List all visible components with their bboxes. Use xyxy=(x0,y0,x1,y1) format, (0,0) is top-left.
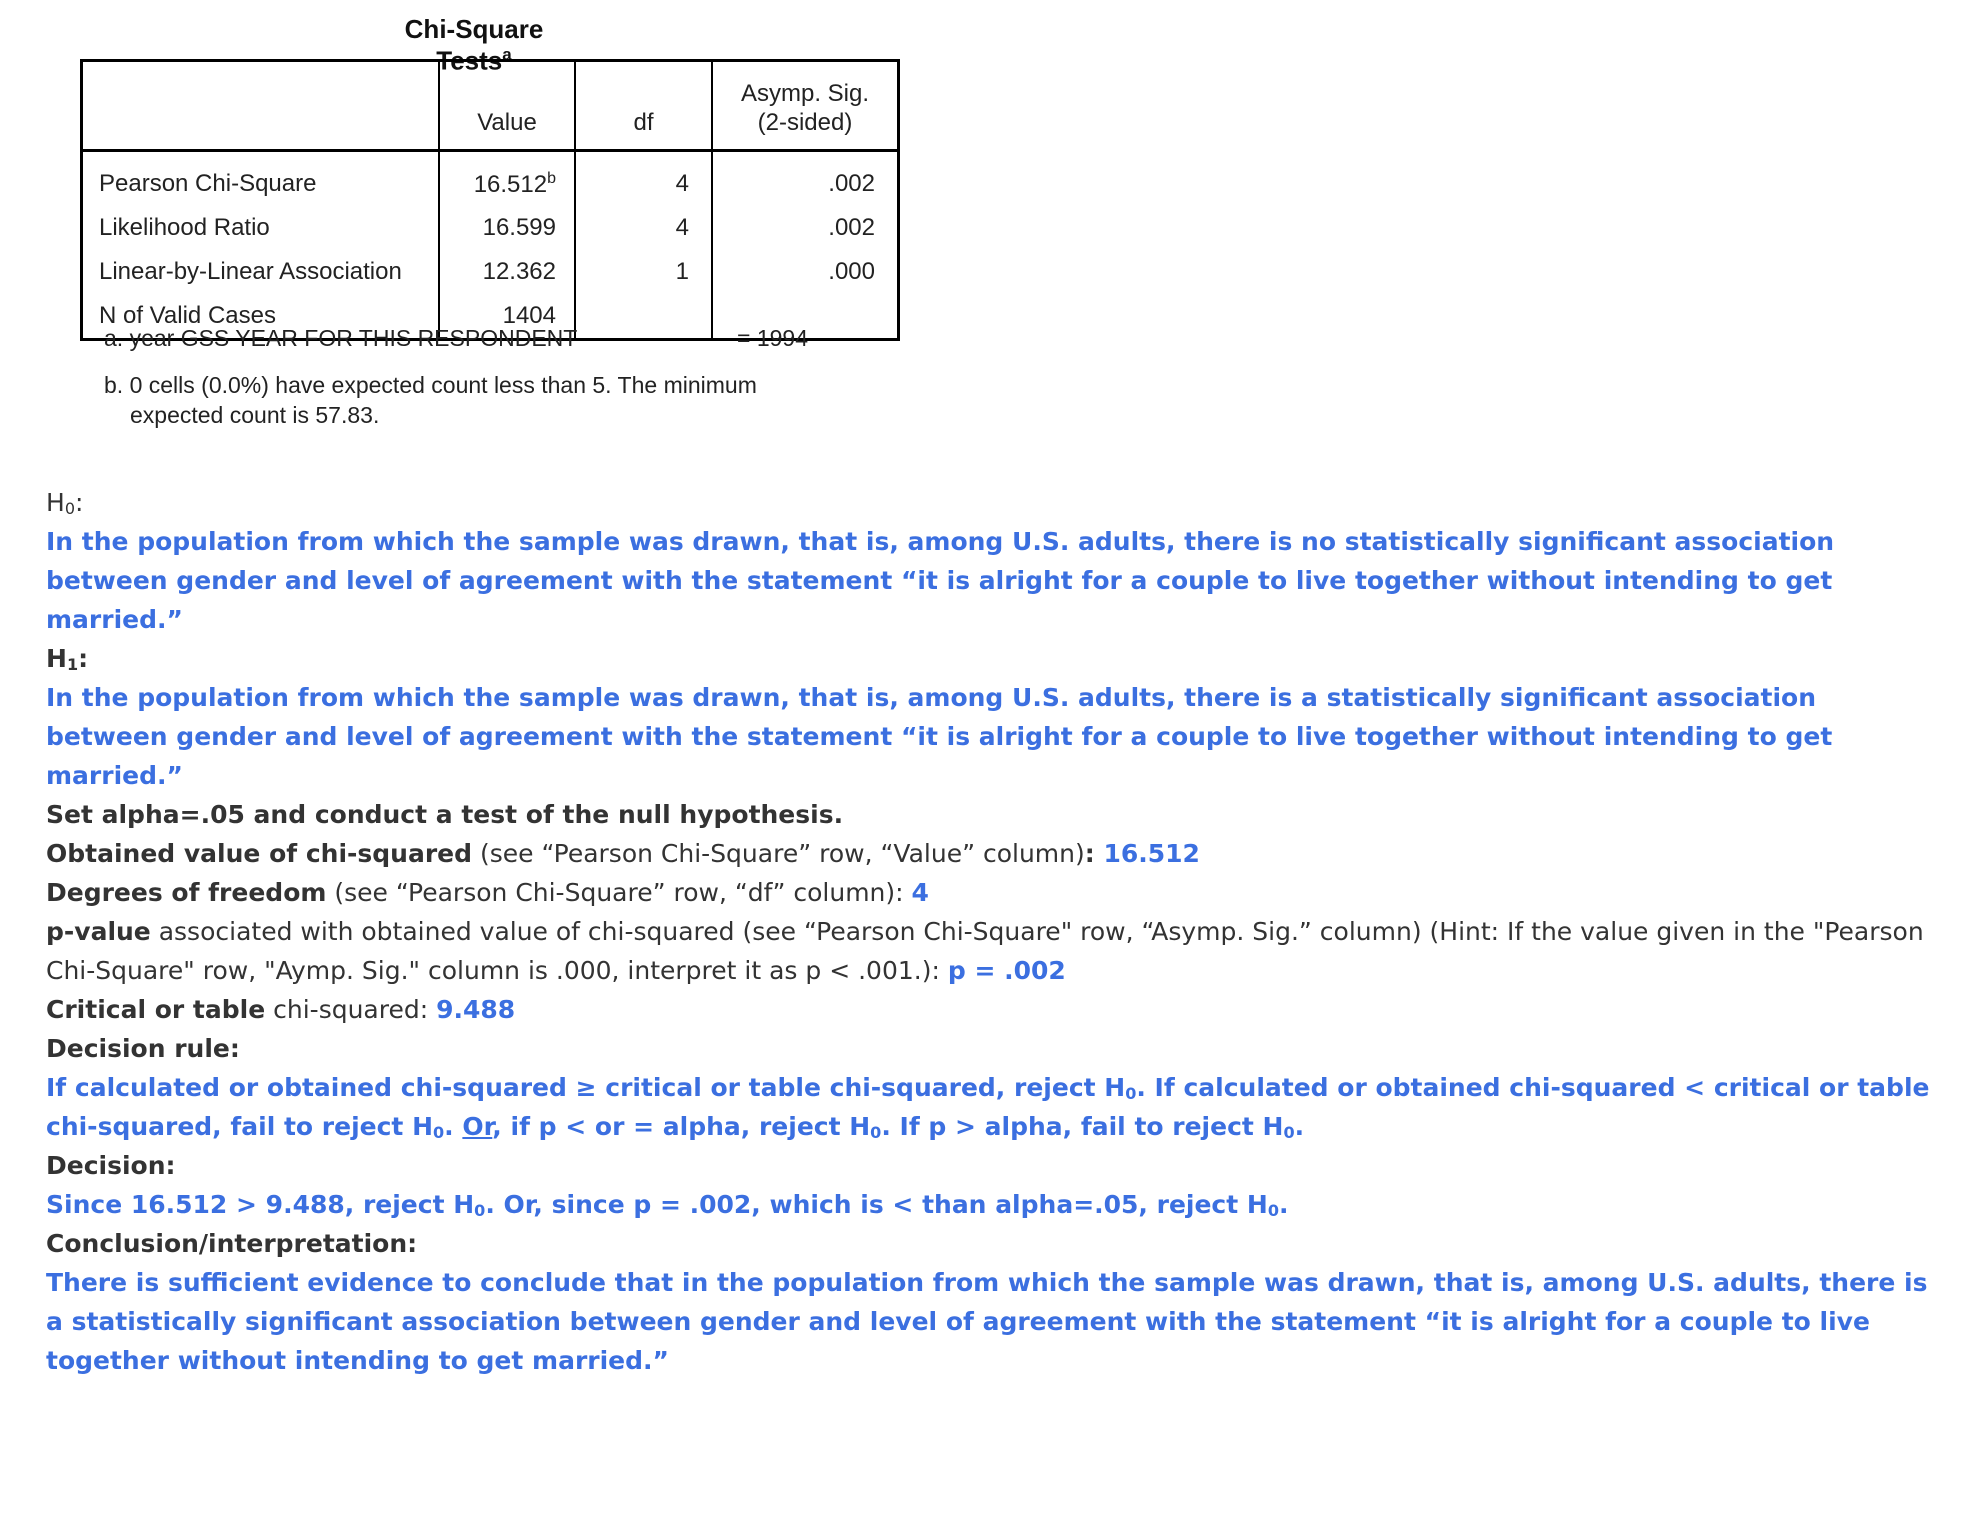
row-label: Linear-by-Linear Association xyxy=(99,258,402,285)
header-value: Value xyxy=(439,61,575,151)
row-df: 4 xyxy=(575,151,712,207)
footnote-a: a. year GSS YEAR FOR THIS RESPONDENT xyxy=(104,325,578,351)
decision-rule-label: Decision rule: xyxy=(46,1034,240,1063)
header-asymp-sig: Asymp. Sig. (2-sided) xyxy=(712,61,899,151)
table-row xyxy=(82,250,899,294)
decision-text: Since 16.512 > 9.488, reject $H_0$. Or, since p = .002, which is < than alpha=.05, reject $H_0$. xyxy=(46,1190,1289,1220)
obtained-answer: 16.512 xyxy=(1103,839,1200,868)
table-header-row xyxy=(82,61,899,151)
row-label: Pearson Chi-Square xyxy=(99,170,317,197)
critical-line: Critical or table chi-squared: 9.488 xyxy=(46,995,516,1024)
h0-label: $H_0$: xyxy=(46,488,84,518)
header-df: df xyxy=(575,61,712,151)
row-df xyxy=(575,294,712,340)
conclusion-text: There is sufficient evidence to conclude that in the population from which the sample was drawn, that is, among U.S. adults, there is a statistically significant association between gender and level of agreement with the statement “it is alright for a couple to live together without intending to get married.” xyxy=(46,1268,1928,1375)
h1-text: In the population from which the sample was drawn, that is, among U.S. adults, there is a statistically significant association between gender and level of agreement with the statement “it is alright for a couple to live together without intending to get married.” xyxy=(46,683,1833,790)
p-value-line: p-value associated with obtained value of chi-squared (see “Pearson Chi-Square" row, “Asymp. Sig.” column) (Hint: If the value given in the "Pearson Chi-Square" row, "Aymp. Sig." column is .000, interpret it as p < .001.): p = .002 xyxy=(46,917,1924,985)
critical-answer: 9.488 xyxy=(436,995,516,1024)
footnote-b: b. 0 cells (0.0%) have expected count less than 5. The minimum expected count is 57.83. xyxy=(104,372,757,428)
row-sig: .000 xyxy=(712,250,899,294)
p-value-answer: p = .002 xyxy=(947,956,1066,985)
table-row xyxy=(82,151,899,207)
row-value: 1404 xyxy=(439,294,575,340)
h0-text: In the population from which the sample was drawn, that is, among U.S. adults, there is no statistically significant association between gender and level of agreement with the statement “it is alright for a couple to live together without intending to get married.” xyxy=(46,527,1835,634)
row-value: 16.512$^b$ xyxy=(439,151,575,207)
row-sig: .002 xyxy=(712,151,899,207)
df-line: Degrees of freedom (see “Pearson Chi-Square” row, “df” column): 4 xyxy=(46,878,929,907)
decision-label: Decision: xyxy=(46,1151,176,1180)
row-df: 1 xyxy=(575,250,712,294)
df-answer: 4 xyxy=(911,878,929,907)
spss-output xyxy=(0,0,1974,450)
worksheet xyxy=(46,483,1946,1380)
header-blank xyxy=(82,61,440,151)
row-df: 4 xyxy=(575,206,712,250)
row-value: 16.599 xyxy=(439,206,575,250)
alpha-line: Set alpha=.05 and conduct a test of the null hypothesis. xyxy=(46,800,844,829)
obtained-line: Obtained value of chi-squared (see “Pearson Chi-Square” row, “Value” column): 16.512 xyxy=(46,839,1200,868)
row-sig: .002 xyxy=(712,206,899,250)
table-title: Chi-Square Tests$^a$ xyxy=(404,14,544,76)
row-value: 12.362 xyxy=(439,250,575,294)
row-label: Likelihood Ratio xyxy=(99,214,270,241)
h1-label: $H_1$: xyxy=(46,644,89,674)
footnote-a-value: = 1994 xyxy=(737,325,808,351)
chi-square-table xyxy=(80,59,900,341)
conclusion-label: Conclusion/interpretation: xyxy=(46,1229,418,1258)
decision-rule-text: If calculated or obtained chi-squared ≥ critical or table chi-squared, reject $H_0$. If calculated or obtained chi-squared < critical or table chi-squared, fail to reject $H_0$. Or, if p < or = alpha, reject $H_0$. If p > alpha, fail to reject $H_0$. xyxy=(46,1073,1930,1142)
row-label: N of Valid Cases xyxy=(99,302,276,329)
table-row xyxy=(82,206,899,250)
